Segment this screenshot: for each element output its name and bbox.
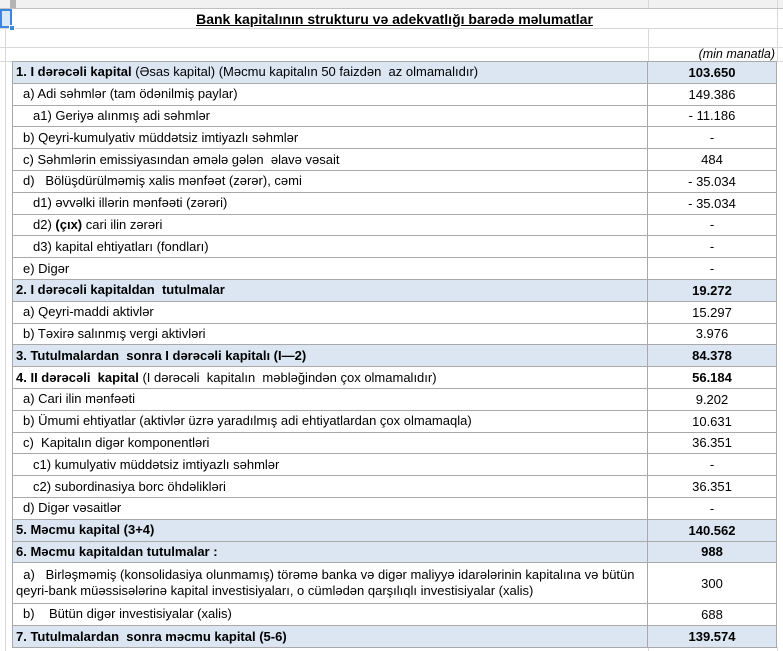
table-row bbox=[13, 215, 776, 237]
row-label-cell[interactable] bbox=[13, 433, 647, 454]
row-label-cell[interactable] bbox=[13, 215, 647, 236]
row-value-cell[interactable]: - bbox=[647, 454, 776, 475]
selected-column-header-marker bbox=[10, 0, 16, 8]
row-label-cell[interactable] bbox=[13, 236, 647, 257]
row-value-cell[interactable]: - 35.034 bbox=[647, 171, 776, 192]
row-label-cell[interactable] bbox=[13, 454, 647, 475]
row-label-cell[interactable] bbox=[13, 171, 647, 192]
table-row bbox=[13, 389, 776, 411]
row-value-cell[interactable]: - bbox=[647, 236, 776, 257]
table-row bbox=[13, 454, 776, 476]
table-row bbox=[13, 62, 776, 84]
row-label-text: 7. Tutulmalardan sonra məcmu kapital (5-6) bbox=[16, 628, 287, 644]
table-row bbox=[13, 411, 776, 433]
table-row bbox=[13, 302, 776, 324]
row-label-cell[interactable] bbox=[13, 563, 647, 603]
row-label-text: e) Digər bbox=[23, 260, 70, 276]
table-row bbox=[13, 626, 776, 648]
table-row bbox=[13, 367, 776, 389]
table-row bbox=[13, 563, 776, 604]
row-value-cell[interactable]: 36.351 bbox=[647, 476, 776, 497]
row-value-cell[interactable]: - 11.186 bbox=[647, 106, 776, 127]
row-label-text: 1. I dərəcəli kapital bbox=[16, 64, 132, 80]
row-value-cell[interactable]: 10.631 bbox=[647, 411, 776, 432]
row-value-cell[interactable]: 149.386 bbox=[647, 84, 776, 105]
row-label-text: b) Qeyri-kumulyativ müddətsiz imtiyazlı səhmlər bbox=[23, 129, 299, 145]
gridline bbox=[0, 28, 783, 29]
row-value-cell[interactable]: 15.297 bbox=[647, 302, 776, 323]
capital-structure-table bbox=[12, 61, 777, 648]
row-label-text: 2. I dərəcəli kapitaldan tutulmalar bbox=[16, 282, 225, 298]
row-label-text: b) Ümumi ehtiyatlar (aktivlər üzrə yaradılmış adi ehtiyatlardan çox olmamaqla) bbox=[23, 413, 472, 429]
row-label-text: b) Bütün digər investisiyalar (xalis) bbox=[23, 606, 232, 622]
gridline bbox=[777, 9, 778, 61]
table-row bbox=[13, 433, 776, 455]
row-value-cell[interactable]: 9.202 bbox=[647, 389, 776, 410]
row-label-text: 5. Məcmu kapital (3+4) bbox=[16, 522, 155, 538]
row-value-cell[interactable]: 484 bbox=[647, 149, 776, 170]
row-label-cell[interactable] bbox=[13, 367, 647, 388]
row-label-text: c) Kapitalın digər komponentləri bbox=[23, 435, 210, 451]
sheet-title: Bank kapitalının strukturu və adekvatlığı barədə məlumatlar bbox=[196, 10, 593, 27]
row-label-cell[interactable] bbox=[13, 345, 647, 366]
row-label-text: a1) Geriyə alınmış adi səhmlər bbox=[33, 108, 211, 124]
row-label-text: b) Təxirə salınmış vergi aktivləri bbox=[23, 326, 206, 342]
row-label-text: a) Cari ilin mənfəəti bbox=[23, 391, 135, 407]
table-row bbox=[13, 149, 776, 171]
row-value-cell[interactable]: 300 bbox=[647, 563, 776, 603]
row-label-cell[interactable] bbox=[13, 302, 647, 323]
table-row bbox=[13, 604, 776, 626]
row-label-text: 4. II dərəcəli kapital bbox=[16, 369, 139, 385]
row-value-cell[interactable]: 36.351 bbox=[647, 433, 776, 454]
row-value-cell[interactable]: - bbox=[647, 498, 776, 519]
row-label-cell[interactable] bbox=[13, 149, 647, 170]
unit-note-cell[interactable]: (min manatla) bbox=[698, 47, 775, 61]
row-value-cell[interactable]: - 35.034 bbox=[647, 193, 776, 214]
row-label-cell[interactable] bbox=[13, 542, 647, 563]
row-value-cell[interactable]: - bbox=[647, 127, 776, 148]
row-label-text: c1) kumulyativ müddətsiz imtiyazlı səhmlər bbox=[33, 456, 280, 472]
row-label-cell[interactable] bbox=[13, 62, 647, 83]
gridline bbox=[777, 647, 778, 651]
row-label-text: (I dərəcəli kapitalın məbləğindən çox olmamalıdır) bbox=[138, 369, 437, 385]
sheet-title-cell[interactable] bbox=[12, 9, 777, 28]
column-header-strip bbox=[0, 0, 783, 9]
row-label-text: d1) əvvəlki illərin mənfəəti (zərəri) bbox=[33, 195, 228, 211]
row-label-cell[interactable] bbox=[13, 280, 647, 301]
table-row bbox=[13, 236, 776, 258]
fill-handle[interactable] bbox=[9, 25, 15, 31]
row-label-text: (çıx) bbox=[55, 217, 83, 233]
row-label-cell[interactable] bbox=[13, 498, 647, 519]
row-label-text: d) Bölüşdürülməmiş xalis mənfəət (zərər), cəmi bbox=[23, 173, 302, 189]
row-value-cell[interactable]: 988 bbox=[647, 542, 776, 563]
row-label-text: d3) kapital ehtiyatları (fondları) bbox=[33, 238, 209, 254]
table-row bbox=[13, 476, 776, 498]
row-label-text: c) Səhmlərin emissiyasından əmələ gələn əlavə vəsait bbox=[23, 151, 340, 167]
row-label-text: a) Birləşməmiş (konsolidasiya olunmamış) törəmə banka və digər maliyyə idarələrinin kapitalına və bütün qeyri-bank müəssisələrinə kapital investisiyaları, o cümlədən qarşılıqlı investisiyalar (xalis) bbox=[16, 567, 639, 599]
row-label-text: d) Digər vəsaitlər bbox=[23, 500, 122, 516]
row-label-text: 3. Tutulmalardan sonra I dərəcəli kapitalı (I—2) bbox=[16, 347, 307, 363]
table-row bbox=[13, 258, 776, 280]
row-label-cell[interactable] bbox=[13, 84, 647, 105]
row-label-text: 6. Məcmu kapitaldan tutulmalar : bbox=[16, 544, 218, 559]
row-value-cell[interactable]: 688 bbox=[647, 604, 776, 625]
row-label-text: a) Adi səhmlər (tam ödənilmiş paylar) bbox=[23, 86, 238, 102]
table-row bbox=[13, 498, 776, 520]
row-value-cell[interactable]: 3.976 bbox=[647, 324, 776, 345]
row-label-cell[interactable] bbox=[13, 520, 647, 541]
table-row bbox=[13, 171, 776, 193]
row-value-cell[interactable]: 139.574 bbox=[647, 626, 776, 648]
row-label-cell[interactable] bbox=[13, 389, 647, 410]
row-label-text: a) Qeyri-maddi aktivlər bbox=[23, 304, 154, 320]
table-row bbox=[13, 345, 776, 367]
column-boundary-line bbox=[777, 0, 778, 8]
row-label-text: d2) bbox=[33, 217, 56, 233]
row-value-cell[interactable]: 19.272 bbox=[647, 280, 776, 301]
table-row bbox=[13, 193, 776, 215]
table-row bbox=[13, 84, 776, 106]
table-row bbox=[13, 542, 776, 564]
table-row bbox=[13, 127, 776, 149]
table-row bbox=[13, 520, 776, 542]
row-label-cell[interactable] bbox=[13, 604, 647, 625]
row-label-cell[interactable] bbox=[13, 258, 647, 279]
row-label-text: (Əsas kapital) (Məcmu kapitalın 50 faizdən az olmamalıdır) bbox=[131, 64, 479, 80]
row-value-cell[interactable]: 103.650 bbox=[647, 62, 776, 83]
row-value-cell[interactable]: 56.184 bbox=[647, 367, 776, 388]
table-row bbox=[13, 324, 776, 346]
row-label-cell[interactable] bbox=[13, 411, 647, 432]
row-label-cell[interactable] bbox=[13, 324, 647, 345]
row-label-cell[interactable] bbox=[13, 106, 647, 127]
row-label-cell[interactable] bbox=[13, 476, 647, 497]
row-value-cell[interactable]: - bbox=[647, 258, 776, 279]
row-label-cell[interactable] bbox=[13, 193, 647, 214]
row-value-cell[interactable]: 84.378 bbox=[647, 345, 776, 366]
table-row bbox=[13, 106, 776, 128]
row-label-cell[interactable] bbox=[13, 127, 647, 148]
row-label-cell[interactable] bbox=[13, 626, 647, 648]
column-boundary-line bbox=[648, 0, 649, 8]
row-value-cell[interactable]: 140.562 bbox=[647, 520, 776, 541]
row-label-text: c2) subordinasiya borc öhdəlikləri bbox=[33, 478, 226, 494]
table-row bbox=[13, 280, 776, 302]
row-label-text: cari ilin zərəri bbox=[82, 217, 163, 233]
row-value-cell[interactable]: - bbox=[647, 215, 776, 236]
gridline bbox=[5, 9, 6, 651]
